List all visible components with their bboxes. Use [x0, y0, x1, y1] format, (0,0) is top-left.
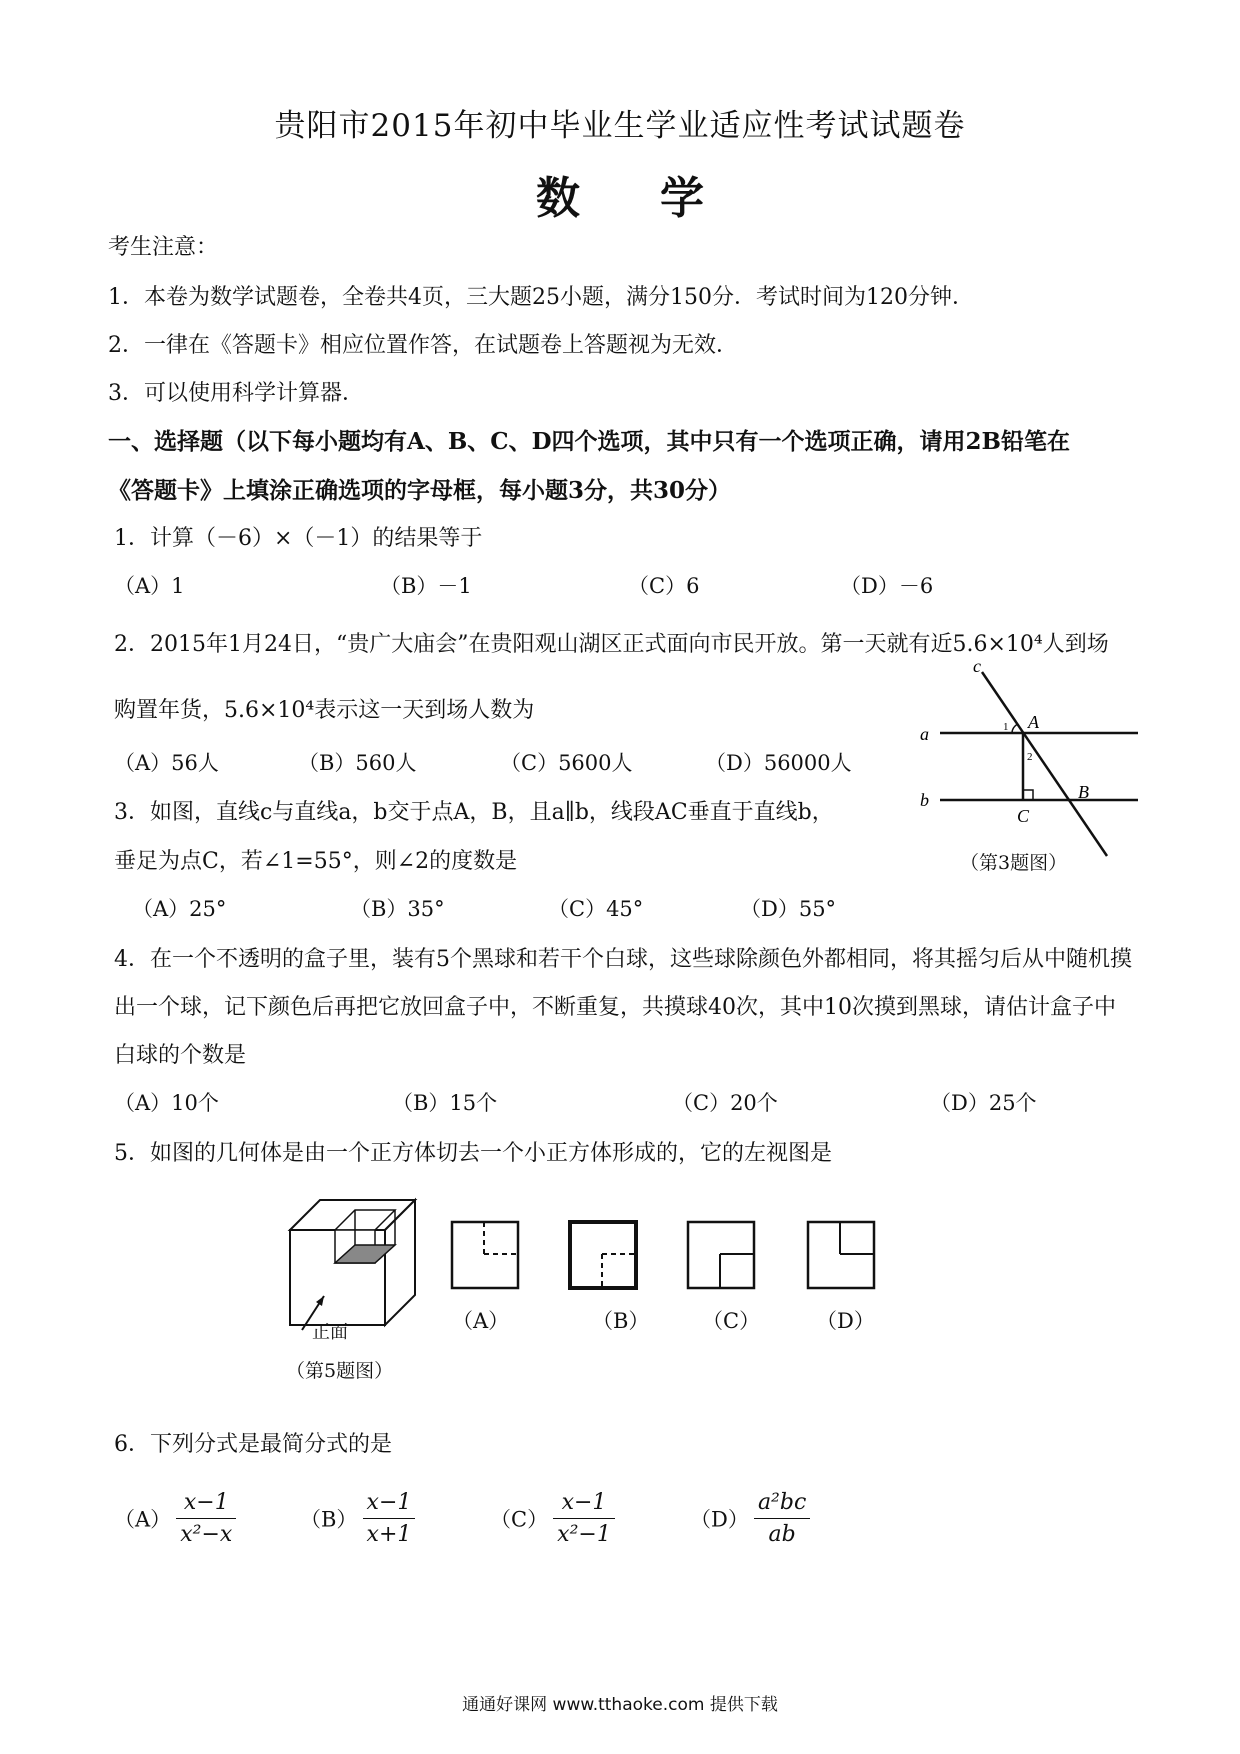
q6-option-b-fraction — [363, 1490, 416, 1547]
q4-option-a: （A）10个 — [114, 1091, 219, 1115]
q2-option-c: （C）5600人 — [500, 751, 633, 775]
q5-option-d-view — [806, 1220, 876, 1290]
q1-option-d: （D）－6 — [840, 574, 934, 598]
page-title: 贵阳市2015年初中毕业生学业适应性考试试题卷 — [274, 108, 966, 144]
notice-item-2: 2．一律在《答题卡》相应位置作答，在试题卷上答题视为无效． — [108, 333, 738, 358]
q2-option-d: （D）56000人 — [705, 751, 852, 775]
q6-option-d-label: （D） — [690, 1507, 749, 1532]
fraction-numerator: x−1 — [176, 1490, 236, 1519]
notice-item-3: 3．可以使用科学计算器． — [108, 381, 364, 406]
q6-option-a-label: （A） — [114, 1507, 172, 1532]
notice-item-1: 1．本卷为数学试题卷，全卷共4页，三大题25小题，满分150分．考试时间为120分钟． — [108, 285, 974, 310]
fraction-numerator: x−1 — [553, 1490, 615, 1519]
fraction-denominator: x²−1 — [557, 1522, 611, 1547]
label-b: b — [920, 790, 929, 810]
fraction-denominator: x²−x — [180, 1522, 233, 1547]
label-A: A — [1028, 712, 1039, 732]
label-a: a — [920, 724, 929, 744]
q5-option-b-label: （B） — [592, 1309, 650, 1333]
line-c — [982, 672, 1107, 856]
q3-figure — [900, 660, 1150, 870]
q6-stem: 6．下列分式是最简分式的是 — [114, 1432, 392, 1457]
q1-stem: 1．计算（－6）×（－1）的结果等于 — [114, 526, 483, 551]
q5-option-a-label: （A） — [452, 1309, 510, 1333]
fraction-denominator: x+1 — [366, 1522, 412, 1547]
fraction-denominator: ab — [768, 1522, 796, 1547]
q2-stem-line2: 购置年货，5.6×10⁴表示这一天到场人数为 — [114, 698, 535, 723]
q5-option-c-view — [686, 1220, 756, 1290]
q4-option-d: （D）25个 — [930, 1091, 1037, 1115]
notice-heading: 考生注意： — [108, 235, 219, 260]
fraction-numerator: a²bc — [754, 1490, 810, 1519]
subject-title: 数学 — [536, 173, 784, 224]
label-B: B — [1078, 782, 1089, 802]
q5-solid-figure — [280, 1190, 420, 1340]
label-C: C — [1017, 806, 1030, 826]
q2-option-b: （B）560人 — [298, 751, 417, 775]
q4-option-b: （B）15个 — [392, 1091, 498, 1115]
q5-front-label: 正面 — [312, 1322, 348, 1343]
page-footer: 通通好课网 www.tthaoke.com 提供下载 — [462, 1695, 778, 1715]
q6-option-c-fraction — [553, 1490, 615, 1547]
q4-stem-line3: 白球的个数是 — [114, 1043, 247, 1068]
q6-option-a-fraction — [176, 1490, 236, 1547]
q1-option-c: （C）6 — [628, 574, 700, 598]
right-angle-mark — [1023, 790, 1033, 800]
q3-option-c: （C）45° — [548, 897, 644, 921]
q1-option-b: （B）－1 — [380, 574, 472, 598]
q2-option-a: （A）56人 — [114, 751, 219, 775]
q6-option-d-fraction — [754, 1490, 810, 1547]
q6-option-c-label: （C） — [490, 1507, 549, 1532]
q5-stem: 5．如图的几何体是由一个正方体切去一个小正方体形成的，它的左视图是 — [114, 1141, 832, 1166]
label-c: c — [973, 660, 981, 676]
fraction-numerator: x−1 — [363, 1490, 416, 1519]
q4-stem-line2: 出一个球，记下颜色后再把它放回盒子中，不断重复，共摸球40次，其中10次摸到黑球，请估计盒子中 — [114, 995, 1116, 1020]
label-angle2: 2 — [1027, 751, 1033, 763]
q5-figure-caption: （第5题图） — [286, 1360, 394, 1382]
q5-option-c-label: （C） — [702, 1309, 761, 1333]
q4-stem-line1: 4．在一个不透明的盒子里，装有5个黑球和若干个白球，这些球除颜色外都相同，将其摇匀后从中随机摸 — [114, 947, 1132, 972]
q6-option-a — [114, 1490, 236, 1547]
q5-option-d-label: （D） — [816, 1309, 875, 1333]
q6-option-b-label: （B） — [300, 1507, 358, 1532]
q3-option-d: （D）55° — [740, 897, 837, 921]
section1-heading-line1: 一、选择题（以下每小题均有A、B、C、D四个选项，其中只有一个选项正确，请用2B铅笔在 — [108, 428, 1070, 455]
q2-stem-line1: 2．2015年1月24日，“贵广大庙会”在贵阳观山湖区正式面向市民开放。第一天就有近5.6×10⁴人到场 — [114, 632, 1109, 657]
q5-option-b-view — [568, 1220, 638, 1290]
q3-stem-line1: 3．如图，直线c与直线a，b交于点A，B，且a∥b，线段AC垂直于直线b， — [114, 800, 834, 825]
q3-option-b: （B）35° — [350, 897, 445, 921]
q6-option-c — [490, 1490, 615, 1547]
q6-option-b — [300, 1490, 415, 1547]
q3-figure-caption: （第3题图） — [960, 852, 1068, 874]
label-angle1: 1 — [1003, 721, 1009, 733]
q6-option-d — [690, 1490, 810, 1547]
section1-heading-line2: 《答题卡》上填涂正确选项的字母框，每小题3分，共30分） — [108, 477, 732, 504]
q4-option-c: （C）20个 — [672, 1091, 778, 1115]
q5-option-a-view — [450, 1220, 520, 1290]
q3-option-a: （A）25° — [132, 897, 227, 921]
q3-stem-line2: 垂足为点C，若∠1=55°，则∠2的度数是 — [114, 849, 518, 874]
q1-option-a: （A）1 — [114, 574, 185, 598]
